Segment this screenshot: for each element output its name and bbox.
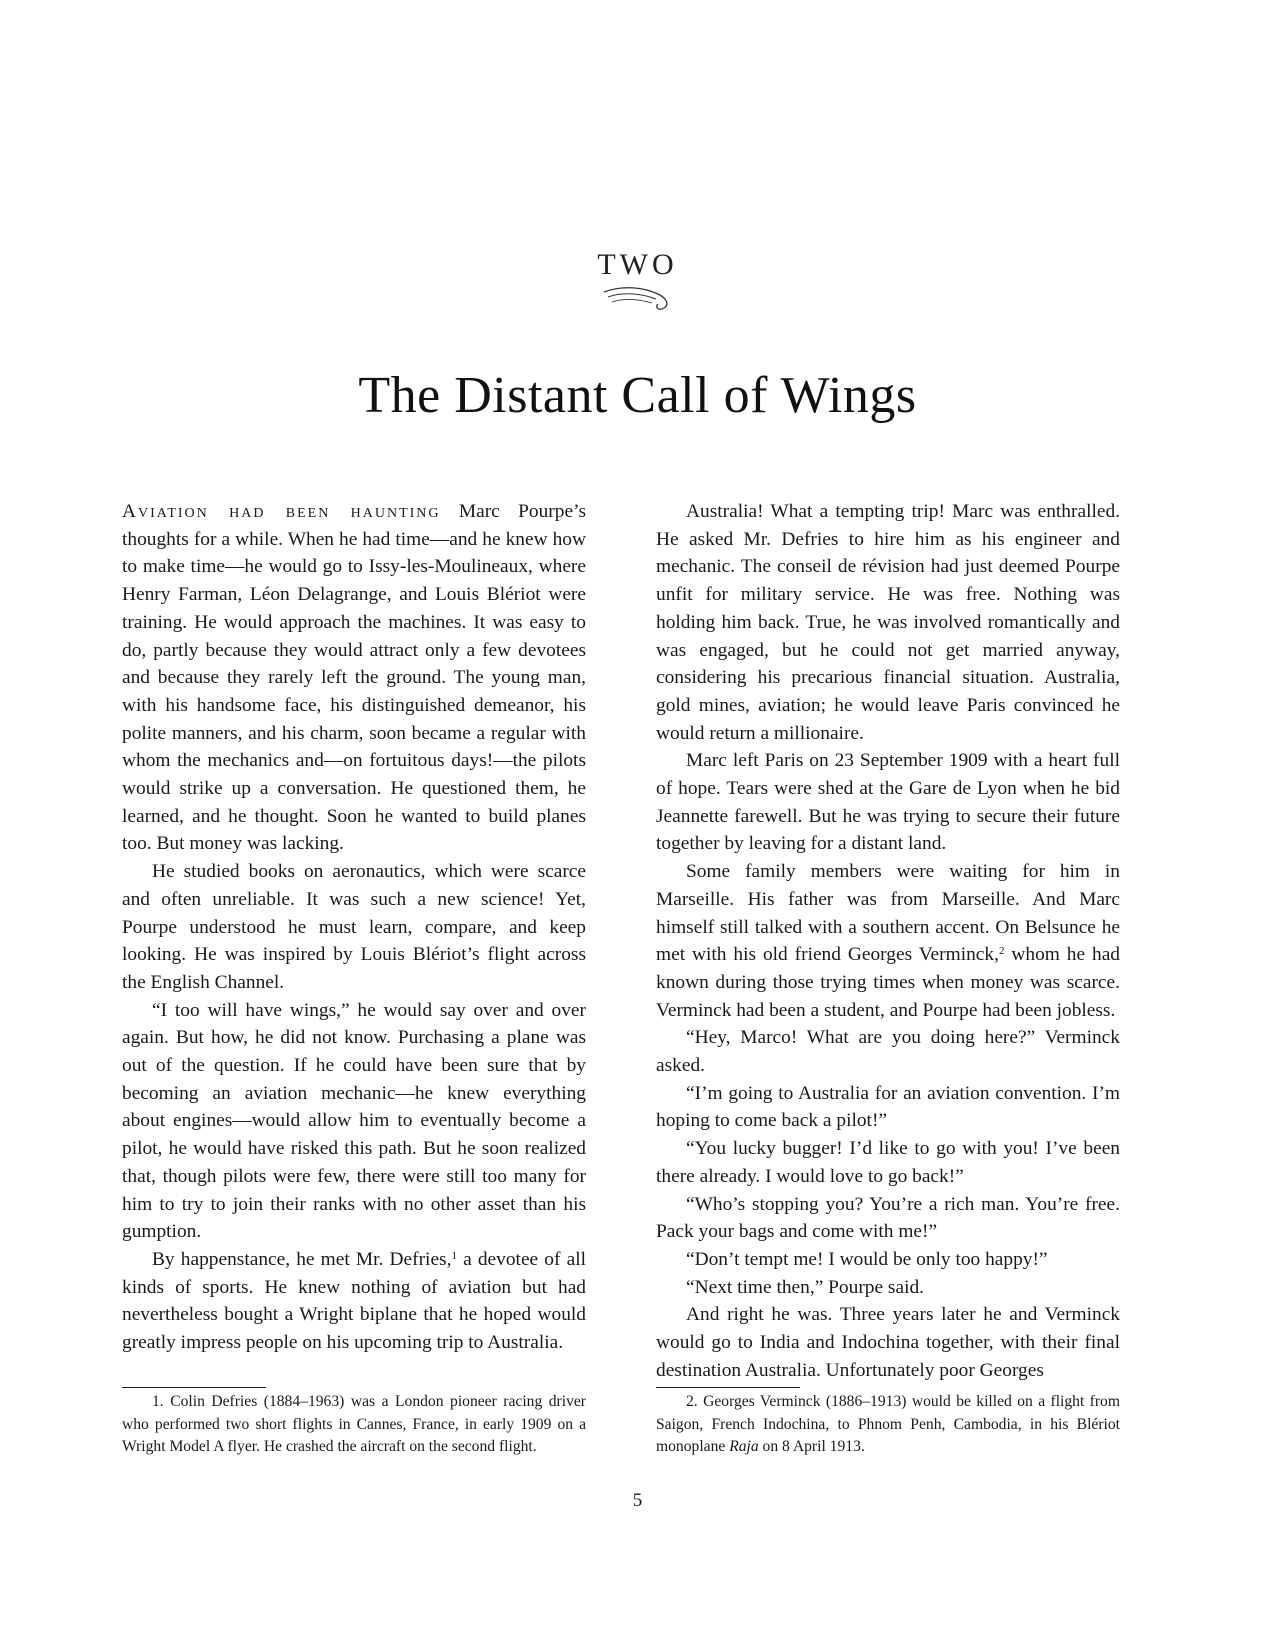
lead-in: Aviation had been haunting [122, 501, 441, 522]
paragraph [656, 858, 1120, 1024]
footnote-text [656, 1391, 1120, 1459]
paragraph-text: Some family members were waiting for him in Marseille. His father was from Marseille. And Marc himself still talked with a southern accent. On Belsunce he met with his old friend Georges Verminck, [656, 861, 1120, 966]
paragraph: Australia! What a tempting trip! Marc was enthralled. He asked Mr. Defries to hire him as his engineer and mechanic. The conseil de révision had just deemed Pourpe unfit for military service. He was free. Nothing was holding him back. True, he was involved romantically and was engaged, but he could not get married anyway, considering his precarious financial situation. Australia, gold mines, aviation; he would leave Paris convinced he would return a millionaire. [656, 501, 1120, 744]
page-number: 5 [632, 1490, 643, 1511]
right-column [656, 498, 1120, 1385]
paragraph [122, 1246, 586, 1357]
paragraph: “Don’t tempt me! I would be only too happy!” [686, 1248, 1048, 1270]
paragraph: “Who’s stopping you? You’re a rich man. You’re free. Pack your bags and come with me!” [656, 1193, 1120, 1243]
paragraph-text: a devotee of all kinds of sports. He knew nothing of aviation but had nevertheless bought a Wright biplane that he hoped would greatly impress people on his upcoming trip to Australia. [122, 1248, 586, 1354]
paragraph: “Hey, Marco! What are you doing here?” Verminck asked. [656, 1027, 1120, 1077]
paragraph-text: Marc Pourpe’s thoughts for a while. When he had time—and he knew how to make time—he would go to Issy-les-Moulineaux, where Henry Farman, Léon Delagrange, and Louis Blériot were training. He would approach the machines. It was easy to do, partly because they would attract only a few devotees and because they rarely left the ground. The young man, with his handsome face, his distinguished demeanor, his polite manners, and his charm, soon became a regular with whom the mechanics and—on fortuitous days!—the pilots would strike up a conversation. He questioned them, he learned, and he thought. Soon he wanted to build planes too. But money was lacking. [122, 501, 586, 855]
footnote-2 [656, 1391, 1120, 1459]
flourish-ornament [600, 284, 676, 314]
footnote-1 [122, 1391, 586, 1459]
paragraph: And right he was. Three years later he and Verminck would go to India and Indochina together, with their final destination Australia. Unfortunately poor Georges [656, 1304, 1120, 1381]
paragraph: “Next time then,” Pourpe said. [686, 1276, 925, 1298]
paragraph: “You lucky bugger! I’d like to go with you! I’ve been there already. I would love to go back!” [656, 1138, 1120, 1187]
left-column [122, 498, 586, 1357]
aircraft-name: Raja [729, 1438, 759, 1455]
footnote-text-part: on 8 April 1913. [758, 1438, 865, 1455]
chapter-number: TWO [597, 248, 678, 281]
footnote-text-part: 2. Georges Verminck (1886–1913) would be killed on a flight from Saigon, French Indochina, to Phnom Penh, Cambodia, in his Blériot monoplane [656, 1393, 1120, 1455]
paragraph-text: By happenstance, he met Mr. Defries, [152, 1248, 452, 1270]
paragraph-text: whom he had known during those trying times when money was scarce. Verminck had been a student, and Pourpe had been jobless. [656, 944, 1121, 1021]
paragraph: Marc left Paris on 23 September 1909 with a heart full of hope. Tears were shed at the Gare de Lyon when he bid Jeannette farewell. But he was trying to secure their future together by leaving for a distant land. [656, 750, 1120, 855]
paragraph: “I’m going to Australia for an aviation convention. I’m hoping to come back a pilot!” [656, 1082, 1120, 1132]
footnote-ref-2[interactable]: 2 [998, 945, 1005, 958]
footnote-divider [656, 1387, 800, 1388]
footnote-ref-1[interactable]: 1 [451, 1249, 457, 1262]
footnote-text: 1. Colin Defries (1884–1963) was a London pioneer racing driver who performed two short flights in Cannes, France, in early 1909 on a Wright Model A flyer. He crashed the aircraft on the second flight. [122, 1393, 586, 1455]
footnote-divider [122, 1387, 266, 1388]
paragraph: “I too will have wings,” he would say over and over again. But how, he did not know. Purchasing a plane was out of the question. If he could have been sure that by becoming an aviation mechanic—he knew everything about engines—would allow him to eventually become a pilot, he would have risked this path. But he soon realized that, though pilots were few, there were still too many for him to try to join their ranks with no other asset than his gumption. [122, 999, 586, 1243]
paragraph: He studied books on aeronautics, which were scarce and often unreliable. It was such a new science! Yet, Pourpe understood he must learn, compare, and keep looking. He was inspired by Louis Blériot’s flight across the English Channel. [122, 861, 586, 993]
paragraph [122, 498, 586, 858]
chapter-title: The Distant Call of Wings [358, 367, 917, 424]
